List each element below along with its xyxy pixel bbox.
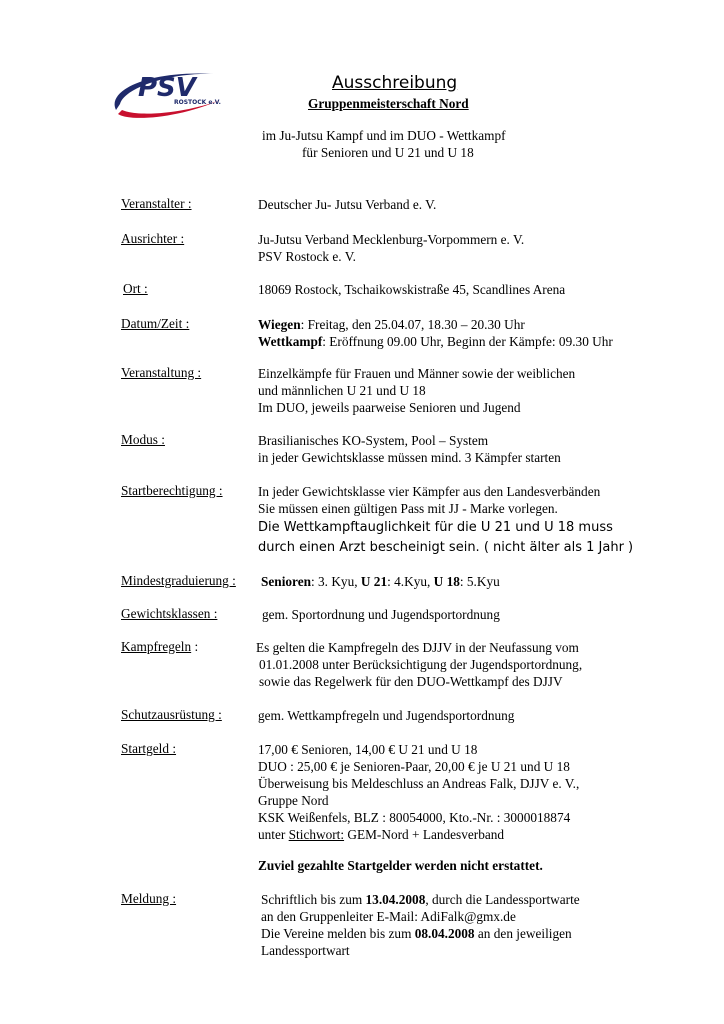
wettkampf-line	[258, 333, 613, 350]
modus-line: in jeder Gewichtsklasse müssen mind. 3 Kämpfer starten	[258, 450, 561, 465]
svg-text:ROSTOCK e.V.: ROSTOCK e.V.	[174, 99, 221, 106]
document-title: Ausschreibung	[332, 73, 458, 93]
psv-rostock-logo	[110, 60, 230, 122]
meldung-value	[261, 891, 580, 959]
u18-label: U 18	[433, 574, 460, 589]
startgeld-line: 17,00 € Senioren, 14,00 € U 21 und U 18	[258, 742, 478, 757]
wettkampf-text: : Eröffnung 09.00 Uhr, Beginn der Kämpfe: 09.30 Uhr	[322, 334, 613, 349]
meldung-line	[261, 925, 580, 942]
kampfregeln-value	[256, 639, 582, 690]
startgeld-label: Startgeld :	[121, 741, 177, 756]
wettkampf-label: Wettkampf	[258, 334, 323, 349]
u21-text: : 4.Kyu,	[387, 574, 431, 589]
stichwort-label: Stichwort:	[288, 827, 345, 842]
startgeld-stichwort-line	[258, 826, 579, 843]
u18-text: : 5.Kyu	[459, 574, 500, 589]
ausrichter-label: Ausrichter :	[121, 231, 185, 246]
datum-value	[258, 316, 613, 350]
meldung-label: Meldung :	[121, 891, 177, 906]
meldung-line3-rest: an den jeweiligen	[474, 926, 572, 941]
modus-value	[258, 432, 561, 466]
datum-label: Datum/Zeit :	[121, 316, 190, 331]
ausrichter-line: PSV Rostock e. V.	[258, 249, 356, 264]
veranstaltung-label: Veranstaltung :	[121, 365, 202, 380]
mindestgraduierung-label: Mindestgraduierung :	[121, 573, 236, 588]
mindestgraduierung-value	[261, 573, 500, 590]
startberechtigung-value	[258, 483, 633, 558]
meldung-line1-rest: , durch die Landessportwarte	[425, 892, 580, 907]
intro-line-2: für Senioren und U 21 und U 18	[302, 145, 474, 160]
veranstaltung-value	[258, 365, 575, 416]
gewichtsklassen-value: gem. Sportordnung und Jugendsportordnung	[262, 607, 500, 622]
startberechtigung-line: Sie müssen einen gültigen Pass mit JJ - Marke vorlegen.	[258, 501, 558, 516]
intro-line-1: im Ju-Jutsu Kampf und im DUO - Wettkampf	[262, 128, 506, 143]
startberechtigung-arzt-line: durch einen Arzt bescheinigt sein. ( nicht älter als 1 Jahr )	[258, 540, 634, 555]
startgeld-value	[258, 741, 579, 843]
veranstaltung-line: und männlichen U 21 und U 18	[258, 383, 426, 398]
meldung-line1-prefix: Schriftlich bis zum	[261, 892, 366, 907]
document-subtitle: Gruppenmeisterschaft Nord	[308, 96, 469, 111]
svg-text:PSV: PSV	[138, 73, 196, 103]
stichwort-prefix: unter	[258, 827, 289, 842]
kampfregeln-line: sowie das Regelwerk für den DUO-Wettkampf des DJJV	[259, 674, 563, 689]
startgeld-line: KSK Weißenfels, BLZ : 80054000, Kto.-Nr. : 3000018874	[258, 810, 571, 825]
senioren-label: Senioren	[261, 574, 311, 589]
gewichtsklassen-label: Gewichtsklassen :	[121, 606, 218, 621]
modus-label: Modus :	[121, 432, 165, 447]
meldung-line3-prefix: Die Vereine melden bis zum	[261, 926, 415, 941]
ort-value: 18069 Rostock, Tschaikowskistraße 45, Scandlines Arena	[258, 282, 566, 297]
meldung-date-2: 08.04.2008	[414, 926, 475, 941]
startgeld-notice: Zuviel gezahlte Startgelder werden nicht erstattet.	[258, 858, 543, 873]
kampfregeln-line: Es gelten die Kampfregeln des DJJV in der Neufassung vom	[256, 640, 579, 655]
kampfregeln-label-suffix: :	[191, 639, 199, 654]
schutzausruestung-label: Schutzausrüstung :	[121, 707, 222, 722]
kampfregeln-line: 01.01.2008 unter Berücksichtigung der Jugendsportordnung,	[259, 657, 583, 672]
veranstaltung-line: Einzelkämpfe für Frauen und Männer sowie der weiblichen	[258, 366, 576, 381]
ausrichter-value	[258, 231, 524, 265]
veranstalter-label: Veranstalter :	[121, 196, 192, 211]
wiegen-text: : Freitag, den 25.04.07, 18.30 – 20.30 Uhr	[300, 317, 525, 332]
ausrichter-line: Ju-Jutsu Verband Mecklenburg-Vorpommern e. V.	[258, 232, 525, 247]
senioren-text: : 3. Kyu,	[311, 574, 358, 589]
stichwort-rest: GEM-Nord + Landesverband	[344, 827, 505, 842]
startgeld-line: DUO : 25,00 € je Senioren-Paar, 20,00 € je U 21 und U 18	[258, 759, 570, 774]
meldung-date-1: 13.04.2008	[365, 892, 426, 907]
schutzausruestung-value: gem. Wettkampfregeln und Jugendsportordnung	[258, 708, 515, 723]
startberechtigung-line: In jeder Gewichtsklasse vier Kämpfer aus den Landesverbänden	[258, 484, 601, 499]
wiegen-line	[258, 316, 613, 333]
modus-line: Brasilianisches KO-System, Pool – System	[258, 433, 489, 448]
meldung-line: an den Gruppenleiter E-Mail: AdiFalk@gmx.de	[261, 909, 516, 924]
startgeld-line: Gruppe Nord	[258, 793, 329, 808]
veranstalter-value: Deutscher Ju- Jutsu Verband e. V.	[258, 197, 437, 212]
startberechtigung-arzt-line: Die Wettkampftauglichkeit für die U 21 und U 18 muss	[258, 520, 613, 535]
meldung-line	[261, 891, 580, 908]
meldung-line: Landessportwart	[261, 943, 350, 958]
wiegen-label: Wiegen	[258, 317, 301, 332]
kampfregeln-label-text: Kampfregeln	[121, 639, 192, 654]
startberechtigung-label: Startberechtigung :	[121, 483, 223, 498]
ort-label: Ort :	[123, 281, 148, 296]
veranstaltung-line: Im DUO, jeweils paarweise Senioren und Jugend	[258, 400, 521, 415]
kampfregeln-label	[121, 639, 198, 655]
u21-label: U 21	[360, 574, 388, 589]
startgeld-line: Überweisung bis Meldeschluss an Andreas Falk, DJJV e. V.,	[258, 776, 580, 791]
